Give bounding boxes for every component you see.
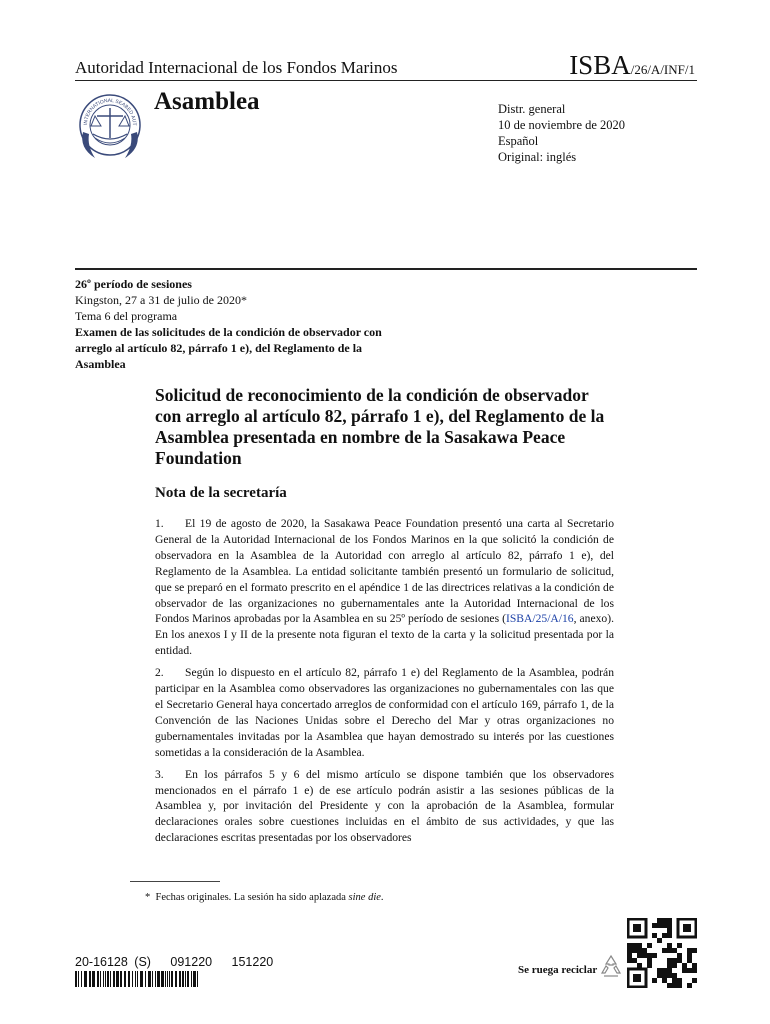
qr-cell bbox=[682, 968, 687, 973]
barcode-bar bbox=[171, 971, 173, 987]
barcode-bar bbox=[140, 971, 143, 987]
barcode-bar bbox=[155, 971, 156, 987]
session-period: 26º período de sesiones bbox=[75, 277, 192, 291]
qr-cell bbox=[627, 953, 632, 958]
qr-cell bbox=[662, 933, 667, 938]
barcode-bar bbox=[197, 971, 198, 987]
qr-cell bbox=[662, 978, 667, 983]
barcode-bar bbox=[113, 971, 115, 987]
recycle-label: Se ruega reciclar bbox=[518, 964, 598, 976]
paragraph-text: Según lo dispuesto en el artículo 82, párrafo 1 e) del Reglamento de la Asamblea, podrán participar en la Asamblea como observadores las organizaciones no gubernamentales con las que el Secretario General haya concertado arreglos de conformidad con el artículo 169, párrafo 1, de la Convención de las Naciones Unidas sobre el Derecho del Mar y otras organizaciones no gubernamentales invitadas por la Asamblea que hayan demostrado su interés por las cuestiones sometidas a la consideración de la Asamblea. bbox=[155, 666, 614, 759]
qr-cell bbox=[687, 968, 692, 973]
barcode-bar bbox=[97, 971, 99, 987]
barcode-bar bbox=[161, 971, 164, 987]
qr-cell bbox=[667, 918, 672, 923]
qr-cell bbox=[652, 933, 657, 938]
qr-cell bbox=[657, 923, 662, 928]
qr-cell bbox=[667, 963, 672, 968]
qr-cell bbox=[657, 973, 662, 978]
barcode-bar bbox=[116, 971, 119, 987]
distribution-block bbox=[498, 101, 625, 165]
qr-cell bbox=[627, 958, 632, 963]
session-block bbox=[75, 276, 415, 372]
organization-name: Autoridad Internacional de los Fondos Marinos bbox=[75, 58, 398, 77]
footnote-rule bbox=[130, 881, 220, 882]
qr-cell bbox=[692, 948, 697, 953]
seal-text: INTERNATIONAL SEABED AUT bbox=[82, 97, 138, 126]
qr-cell bbox=[692, 963, 697, 968]
barcode-bar bbox=[128, 971, 130, 987]
barcode-bar bbox=[120, 971, 122, 987]
issue-date: 10 de noviembre de 2020 bbox=[498, 118, 626, 132]
footnote bbox=[145, 892, 384, 903]
barcode-bar bbox=[169, 971, 170, 987]
paragraph-2 bbox=[155, 665, 614, 760]
qr-cell bbox=[647, 943, 652, 948]
qr-cell bbox=[657, 918, 662, 923]
qr-cell bbox=[667, 948, 672, 953]
barcode-text: *2016128* bbox=[75, 971, 80, 972]
barcode-bar bbox=[165, 971, 166, 987]
qr-cell bbox=[687, 948, 692, 953]
barcode-bar bbox=[75, 971, 77, 987]
document-body bbox=[155, 516, 614, 852]
qr-cell bbox=[672, 978, 677, 983]
barcode-bar bbox=[148, 971, 151, 987]
qr-cell bbox=[657, 938, 662, 943]
barcode-bar bbox=[110, 971, 111, 987]
qr-cell bbox=[662, 923, 667, 928]
qr-cell bbox=[632, 943, 637, 948]
agenda-item-title: Examen de las solicitudes de la condición de observador con arreglo al artículo 82, párrafo 1 e), del Reglamento de la Asamblea bbox=[75, 325, 382, 371]
qr-cell bbox=[637, 963, 642, 968]
qr-cell bbox=[632, 958, 637, 963]
qr-cell bbox=[667, 923, 672, 928]
barcode-bar bbox=[193, 971, 196, 987]
barcode-bar bbox=[145, 971, 146, 987]
footnote-end: . bbox=[380, 892, 384, 903]
qr-cell bbox=[687, 958, 692, 963]
qr-cell bbox=[657, 968, 662, 973]
qr-cell bbox=[662, 973, 667, 978]
qr-cell bbox=[677, 958, 682, 963]
barcode-bar bbox=[179, 971, 181, 987]
section-rule bbox=[75, 268, 697, 270]
barcode-bar bbox=[92, 971, 95, 987]
paragraph-text: El 19 de agosto de 2020, la Sasakawa Peace Foundation presentó una carta al Secretario General de la Autoridad Internacional de los Fondos Marinos en la que solicitó la condición de observadora en la Asamblea de la Autoridad con arreglo al artículo 82, párrafo 1 e), del Reglamento de la Asamblea. La entidad solicitante también presentó un formulario de solicitud, que se preparó en el formato prescrito en el apéndice 1 de las directrices relativas a la condición de observador de las organizaciones no gubernamentales ante la Autoridad Internacional de los Fondos Marinos aprobadas por la Asamblea en su 25º período de sesiones ( bbox=[155, 517, 614, 626]
barcode-bar bbox=[135, 971, 136, 987]
barcode-bar bbox=[78, 971, 79, 987]
qr-cell bbox=[672, 963, 677, 968]
qr-cell bbox=[642, 948, 647, 953]
barcode-bar bbox=[100, 971, 101, 987]
barcode bbox=[75, 971, 201, 987]
qr-cell bbox=[667, 933, 672, 938]
barcode-bar bbox=[152, 971, 153, 987]
session-place-dates: Kingston, 27 a 31 de julio de 2020* bbox=[75, 293, 247, 307]
paragraph-number: 2. bbox=[155, 666, 164, 680]
qr-cell bbox=[637, 953, 642, 958]
qr-cell bbox=[687, 983, 692, 988]
document-link[interactable]: ISBA/25/A/16 bbox=[505, 612, 574, 626]
doc-number: 20-16128 (S) bbox=[75, 955, 151, 969]
qr-cell bbox=[647, 963, 652, 968]
document-symbol bbox=[569, 50, 695, 81]
qr-cell bbox=[632, 948, 637, 953]
qr-cell bbox=[652, 953, 657, 958]
document-title: Solicitud de reconocimiento de la condición de observador con arreglo al artículo 82, párrafo 1 e), del Reglamento de la Asamblea presentada en nombre de la Sasakawa Peace Foundation bbox=[155, 385, 605, 468]
document-number bbox=[75, 955, 273, 969]
qr-cell bbox=[627, 943, 632, 948]
barcode-bar bbox=[103, 971, 104, 987]
qr-cell bbox=[677, 943, 682, 948]
qr-cell bbox=[672, 983, 677, 988]
barcode-bar bbox=[105, 971, 106, 987]
barcode-bar bbox=[124, 971, 126, 987]
qr-cell bbox=[662, 968, 667, 973]
qr-cell bbox=[647, 958, 652, 963]
qr-cell bbox=[667, 973, 672, 978]
footnote-marker: * bbox=[145, 892, 151, 903]
footnote-italic: sine die bbox=[348, 892, 381, 903]
original-language: Original: inglés bbox=[498, 150, 577, 164]
qr-cell bbox=[672, 958, 677, 963]
paragraph-3 bbox=[155, 767, 614, 847]
barcode-bar bbox=[187, 971, 189, 987]
qr-cell bbox=[682, 963, 687, 968]
qr-cell bbox=[637, 948, 642, 953]
barcode-bar bbox=[84, 971, 87, 987]
barcode-bar bbox=[185, 971, 186, 987]
paragraph-number: 3. bbox=[155, 767, 164, 781]
isa-emblem-icon bbox=[77, 92, 143, 164]
paragraph-number: 1. bbox=[155, 517, 164, 530]
qr-cell bbox=[687, 953, 692, 958]
qr-cell bbox=[672, 973, 677, 978]
language: Español bbox=[498, 134, 539, 148]
barcode-bar bbox=[81, 971, 82, 987]
organ-name: Asamblea bbox=[154, 88, 260, 115]
qr-cell bbox=[637, 943, 642, 948]
barcode-bar bbox=[132, 971, 133, 987]
barcode-bar bbox=[137, 971, 138, 987]
qr-cell bbox=[692, 968, 697, 973]
symbol-main: ISBA bbox=[569, 50, 631, 80]
barcode-bar bbox=[191, 971, 192, 987]
barcode-bar bbox=[175, 971, 177, 987]
qr-cell bbox=[667, 983, 672, 988]
qr-cell bbox=[677, 953, 682, 958]
symbol-suffix: /26/A/INF/1 bbox=[630, 62, 695, 77]
footnote-text: Fechas originales. La sesión ha sido aplazada bbox=[155, 892, 349, 903]
barcode-bar bbox=[89, 971, 91, 987]
qr-cell bbox=[627, 948, 632, 953]
svg-text:INTERNATIONAL SEABED AUTHORITY bbox=[77, 92, 137, 126]
qr-cell bbox=[677, 983, 682, 988]
qr-cell bbox=[662, 918, 667, 923]
document-subtitle: Nota de la secretaría bbox=[155, 485, 287, 501]
barcode-bar bbox=[167, 971, 168, 987]
qr-cell bbox=[667, 958, 672, 963]
agenda-item: Tema 6 del programa bbox=[75, 309, 178, 323]
paragraph-text: , anexo). En los anexos I y II de la presente nota figuran el texto de la carta y la solicitud presentada por la entidad. bbox=[155, 612, 614, 658]
barcode-bar bbox=[182, 971, 184, 987]
doc-date-2: 151220 bbox=[231, 955, 274, 969]
qr-cell bbox=[652, 923, 657, 928]
qr-cell bbox=[667, 968, 672, 973]
header-rule bbox=[75, 80, 697, 81]
distribution-type: Distr. general bbox=[498, 102, 566, 116]
paragraph-text: En los párrafos 5 y 6 del mismo artículo se dispone también que los observadores mencionados en el párrafo 1 e) de ese artículo podrán asistir a las sesiones públicas de la Asamblea y, por invitación del Presidente y con la aprobación de la Asamblea, formular declaraciones orales sobre cuestiones incluidas en el ámbito de sus actividades, y que las declaraciones escritas presentadas por los observadores bbox=[155, 767, 614, 845]
qr-cell bbox=[677, 978, 682, 983]
qr-cell bbox=[642, 953, 647, 958]
qr-code-icon bbox=[627, 918, 697, 988]
qr-cell bbox=[672, 948, 677, 953]
qr-cell bbox=[692, 978, 697, 983]
barcode-bar bbox=[157, 971, 160, 987]
qr-cell bbox=[667, 943, 672, 948]
qr-cell bbox=[662, 948, 667, 953]
paragraph-1 bbox=[155, 516, 614, 659]
qr-cell bbox=[647, 953, 652, 958]
doc-date-1: 091220 bbox=[170, 955, 213, 969]
qr-cell bbox=[652, 978, 657, 983]
barcode-bar bbox=[107, 971, 109, 987]
qr-cell bbox=[667, 928, 672, 933]
recycle-icon bbox=[597, 953, 625, 981]
